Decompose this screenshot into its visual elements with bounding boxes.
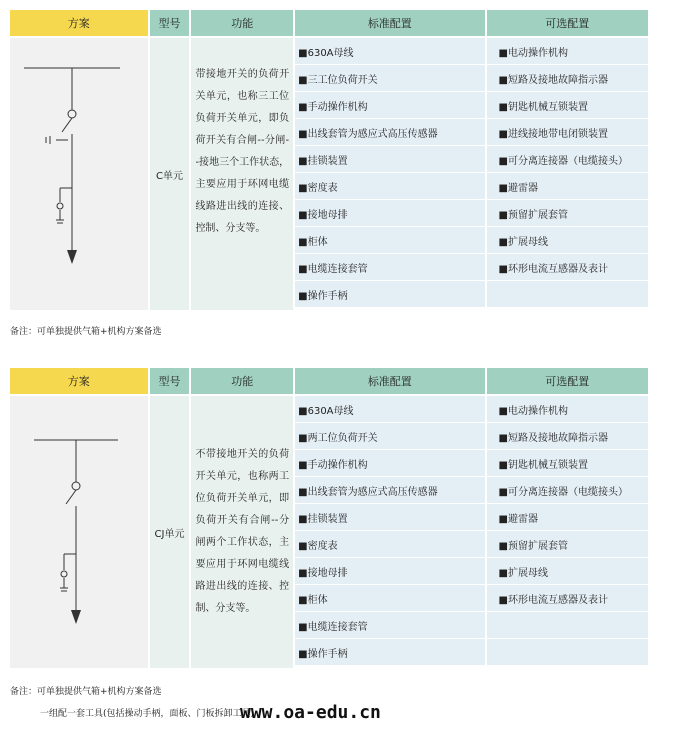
list-item: ■避雷器 [487, 173, 648, 200]
list-item: ■短路及接地故障指示器 [487, 423, 648, 450]
header-standard: 标准配置 [295, 368, 484, 394]
list-item: ■出线套管为感应式高压传感器 [295, 119, 484, 146]
list-item: ■短路及接地故障指示器 [487, 65, 648, 92]
function-cell: 不带接地开关的负荷开关单元，也称两工位负荷开关单元，即负荷开关有合闸--分闸两个工作状态，主要应用于环网电缆线路进出线的连接、控制、分支等。 [191, 396, 293, 668]
list-item: ■进线接地带电闭锁装置 [487, 119, 648, 146]
table-header [10, 368, 648, 394]
list-item: ■钥匙机械互锁装置 [487, 92, 648, 119]
standard-list [295, 38, 484, 310]
header-standard: 标准配置 [295, 10, 484, 36]
list-item: ■630A母线 [295, 38, 484, 65]
list-item: ■接地母排 [295, 558, 484, 585]
list-item: ■避雷器 [487, 504, 648, 531]
header-model: 型号 [150, 368, 190, 394]
list-item: ■挂锁装置 [295, 504, 484, 531]
header-function: 功能 [191, 368, 293, 394]
config-table-cj [10, 368, 648, 668]
circuit-diagram-cj [10, 396, 148, 668]
scheme-diagram [10, 396, 148, 668]
list-item: ■预留扩展套管 [487, 200, 648, 227]
list-item: ■可分离连接器（电缆接头） [487, 146, 648, 173]
circuit-diagram-c [10, 38, 148, 310]
list-item: ■三工位负荷开关 [295, 65, 484, 92]
header-scheme: 方案 [10, 10, 148, 36]
list-item: ■密度表 [295, 173, 484, 200]
note-3: 一组配一套工具(包括操动手柄，面板、门板拆卸工具) [40, 709, 255, 719]
scheme-diagram [10, 38, 148, 310]
note-1: 备注：可单独提供气箱+机构方案备选 [10, 327, 162, 337]
model-cell: C单元 [150, 38, 190, 310]
list-item: ■电动操作机构 [487, 396, 648, 423]
list-item: ■电缆连接套管 [295, 254, 484, 281]
list-item: ■挂锁装置 [295, 146, 484, 173]
list-item: ■可分离连接器（电缆接头） [487, 477, 648, 504]
header-optional: 可选配置 [487, 10, 648, 36]
list-item: ■环形电流互感器及表计 [487, 585, 648, 612]
header-optional: 可选配置 [487, 368, 648, 394]
list-item: ■手动操作机构 [295, 92, 484, 119]
optional-list [487, 38, 648, 310]
list-item: ■环形电流互感器及表计 [487, 254, 648, 281]
list-item: ■钥匙机械互锁装置 [487, 450, 648, 477]
table-header [10, 10, 648, 36]
list-item [487, 612, 648, 639]
standard-list [295, 396, 484, 668]
list-item: ■接地母排 [295, 200, 484, 227]
list-item: ■操作手柄 [295, 639, 484, 666]
model-cell: CJ单元 [150, 396, 190, 668]
optional-list [487, 396, 648, 668]
list-item: ■扩展母线 [487, 227, 648, 254]
function-cell: 带接地开关的负荷开关单元，也称三工位负荷开关单元，即负荷开关有合闸--分闸--接地三个工作状态，主要应用于环网电缆线路进出线的连接、控制、分支等。 [191, 38, 293, 310]
header-model: 型号 [150, 10, 190, 36]
list-item: ■两工位负荷开关 [295, 423, 484, 450]
list-item: ■出线套管为感应式高压传感器 [295, 477, 484, 504]
list-item: ■柜体 [295, 585, 484, 612]
list-item: ■电动操作机构 [487, 38, 648, 65]
header-scheme: 方案 [10, 368, 148, 394]
list-item [487, 281, 648, 308]
list-item: ■扩展母线 [487, 558, 648, 585]
header-function: 功能 [191, 10, 293, 36]
list-item [487, 639, 648, 666]
list-item: ■630A母线 [295, 396, 484, 423]
config-table-c [10, 10, 648, 310]
list-item: ■预留扩展套管 [487, 531, 648, 558]
note-2: 备注：可单独提供气箱+机构方案备选 [10, 687, 162, 697]
list-item: ■操作手柄 [295, 281, 484, 308]
list-item: ■密度表 [295, 531, 484, 558]
list-item: ■电缆连接套管 [295, 612, 484, 639]
list-item: ■柜体 [295, 227, 484, 254]
watermark: www.oa-edu.cn [240, 702, 381, 723]
list-item: ■手动操作机构 [295, 450, 484, 477]
